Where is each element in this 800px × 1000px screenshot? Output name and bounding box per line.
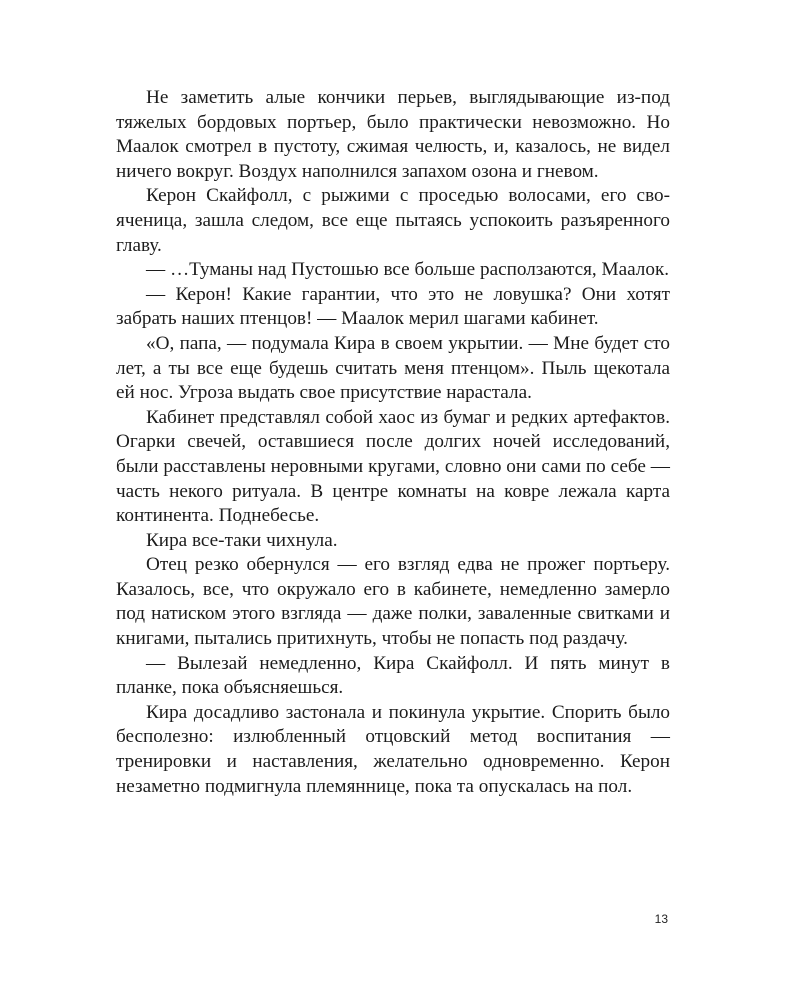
paragraph-9: — Вылезай немедленно, Кира Скайфолл. И пять минут в планке, пока объясняешься. (116, 652, 670, 699)
paragraph-2: Керон Скайфолл, с рыжими с проседью волосами, его свояченица, зашла следом, все еще пытаясь успокоить разъяренного главу. (116, 185, 670, 256)
paragraph-5: «О, папа, — подумала Кира в своем укрытии. — Мне будет сто лет, а ты все еще будешь считать меня птенцом». Пыль щекотала ей нос. Угроза выдать свое присутствие нарастала. (116, 332, 670, 404)
page-number: 13 (654, 912, 668, 926)
paragraph-7: Кира все-таки чихнула. (146, 529, 338, 551)
paragraph-6: Кабинет представлял собой хаос из бумаг и редких артефактов. Огарки свечей, оставшиеся после долгих ночей исследований, были расставлены неровными кругами, словно они сами по себе — часть некого ритуала. В центре комнаты на ковре лежала карта континента. Поднебесье. (116, 406, 670, 527)
paragraph-1: Не заметить алые кончики перьев, выглядывающие из-под тяжелых бордовых портьер, было практически невозможно. Но Маалок смотрел в пустоту, сжимая челюсть, и, казалось, не видел ничего вокруг. Воздух наполнился запахом озона и гневом. (116, 87, 670, 182)
paragraph-4: — Керон! Какие гарантии, что это не ловушка? Они хотят забрать наших птенцов! — Маалок мерил шагами кабинет. (116, 283, 670, 330)
paragraph-8: Отец резко обернулся — его взгляд едва не прожег портьеру. Казалось, все, что окружало его в кабинете, немедленно замерло под натиском этого взгляда — даже полки, заваленные свитками и книгами, пытались притихнуть, чтобы не попасть под раздачу. (116, 554, 670, 650)
paragraph-10: Кира досадливо застонала и покинула укрытие. Спорить было бесполезно: излюбленный отцовский метод воспитания — тренировки и наставления, желательно одновременно. Керон незаметно подмигнула племяннице, пока та опускалась на пол. (116, 701, 670, 797)
page-body (116, 86, 670, 799)
paragraph-3: — …Туманы над Пустошью все больше расползаются, Маалок. (146, 259, 670, 281)
